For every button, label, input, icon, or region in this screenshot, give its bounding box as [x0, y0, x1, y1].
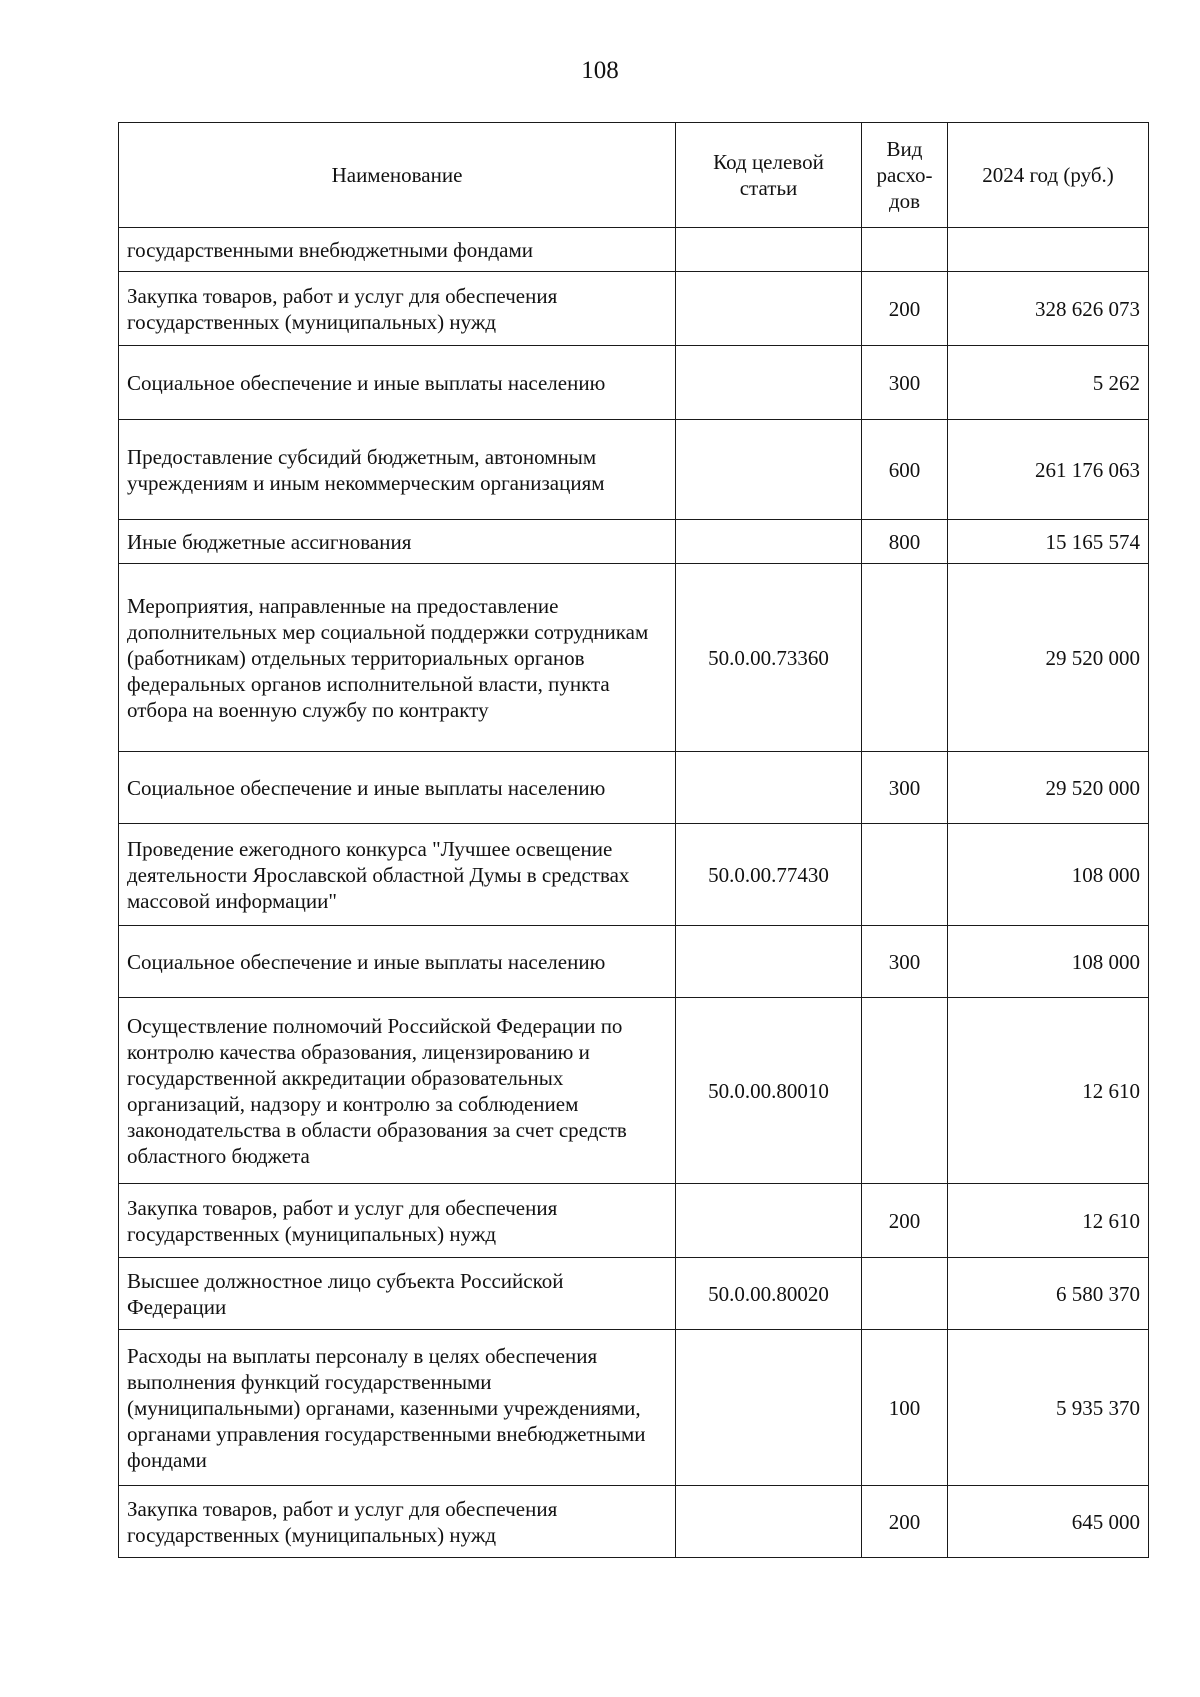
row-amount: 5 935 370 [948, 1330, 1149, 1486]
header-code: Код целевой статьи [676, 123, 862, 228]
table-row [119, 1330, 1149, 1486]
row-name: Проведение ежегодного конкурса "Лучшее освещение деятельности Ярославской областной Думы в средствах массовой информации" [119, 824, 676, 926]
row-code [676, 228, 862, 272]
row-code: 50.0.00.80010 [676, 998, 862, 1184]
row-amount: 6 580 370 [948, 1258, 1149, 1330]
row-code [676, 1486, 862, 1558]
row-name: Закупка товаров, работ и услуг для обеспечения государственных (муниципальных) нужд [119, 272, 676, 346]
row-kind [862, 564, 948, 752]
row-amount [948, 228, 1149, 272]
row-amount: 12 610 [948, 998, 1149, 1184]
row-kind: 100 [862, 1330, 948, 1486]
table-row [119, 926, 1149, 998]
row-name: Социальное обеспечение и иные выплаты населению [119, 752, 676, 824]
row-kind [862, 998, 948, 1184]
header-name: Наименование [119, 123, 676, 228]
row-kind: 300 [862, 346, 948, 420]
row-code [676, 926, 862, 998]
row-name: Закупка товаров, работ и услуг для обеспечения государственных (муниципальных) нужд [119, 1184, 676, 1258]
row-code [676, 752, 862, 824]
row-name: Социальное обеспечение и иные выплаты населению [119, 346, 676, 420]
row-name: Расходы на выплаты персоналу в целях обеспечения выполнения функций государственными (муниципальными) органами, казенными учреждениями, органами управления государственными внебюджетными фондами [119, 1330, 676, 1486]
row-name: государственными внебюджетными фондами [119, 228, 676, 272]
table-row [119, 1184, 1149, 1258]
table-row [119, 520, 1149, 564]
row-kind: 200 [862, 272, 948, 346]
row-kind: 200 [862, 1486, 948, 1558]
table-row [119, 824, 1149, 926]
row-kind [862, 1258, 948, 1330]
row-code [676, 420, 862, 520]
budget-table [118, 122, 1149, 1558]
table-row [119, 420, 1149, 520]
row-kind: 200 [862, 1184, 948, 1258]
header-amount: 2024 год (руб.) [948, 123, 1149, 228]
header-kind: Вид расхо-дов [862, 123, 948, 228]
row-name: Социальное обеспечение и иные выплаты населению [119, 926, 676, 998]
row-code: 50.0.00.80020 [676, 1258, 862, 1330]
table-header-row [119, 123, 1149, 228]
row-code [676, 1184, 862, 1258]
row-name: Закупка товаров, работ и услуг для обеспечения государственных (муниципальных) нужд [119, 1486, 676, 1558]
row-name: Высшее должностное лицо субъекта Российской Федерации [119, 1258, 676, 1330]
row-amount: 29 520 000 [948, 752, 1149, 824]
row-code [676, 346, 862, 420]
table-row [119, 1486, 1149, 1558]
table-row [119, 272, 1149, 346]
row-name: Осуществление полномочий Российской Федерации по контролю качества образования, лицензированию и государственной аккредитации образовательных организаций, надзору и контролю за соблюдением законодательства в области образования за счет средств областного бюджета [119, 998, 676, 1184]
row-amount: 328 626 073 [948, 272, 1149, 346]
row-amount: 5 262 [948, 346, 1149, 420]
row-amount: 29 520 000 [948, 564, 1149, 752]
row-kind: 300 [862, 752, 948, 824]
table-row [119, 1258, 1149, 1330]
table-row [119, 228, 1149, 272]
row-kind: 300 [862, 926, 948, 998]
table-row [119, 998, 1149, 1184]
row-amount: 12 610 [948, 1184, 1149, 1258]
page-number: 108 [581, 57, 619, 84]
table-row [119, 346, 1149, 420]
row-amount: 261 176 063 [948, 420, 1149, 520]
row-name: Предоставление субсидий бюджетным, автономным учреждениям и иным некоммерческим организациям [119, 420, 676, 520]
row-amount: 108 000 [948, 926, 1149, 998]
table-row [119, 564, 1149, 752]
row-name: Иные бюджетные ассигнования [119, 520, 676, 564]
row-code [676, 272, 862, 346]
row-amount: 15 165 574 [948, 520, 1149, 564]
row-code [676, 520, 862, 564]
row-kind: 800 [862, 520, 948, 564]
row-kind [862, 824, 948, 926]
table-row [119, 752, 1149, 824]
row-kind [862, 228, 948, 272]
row-amount: 108 000 [948, 824, 1149, 926]
row-code: 50.0.00.77430 [676, 824, 862, 926]
row-name: Мероприятия, направленные на предоставление дополнительных мер социальной поддержки сотрудникам (работникам) отдельных территориальных органов федеральных органов исполнительной власти, пункта отбора на военную службу по контракту [119, 564, 676, 752]
row-kind: 600 [862, 420, 948, 520]
row-code [676, 1330, 862, 1486]
row-code: 50.0.00.73360 [676, 564, 862, 752]
row-amount: 645 000 [948, 1486, 1149, 1558]
